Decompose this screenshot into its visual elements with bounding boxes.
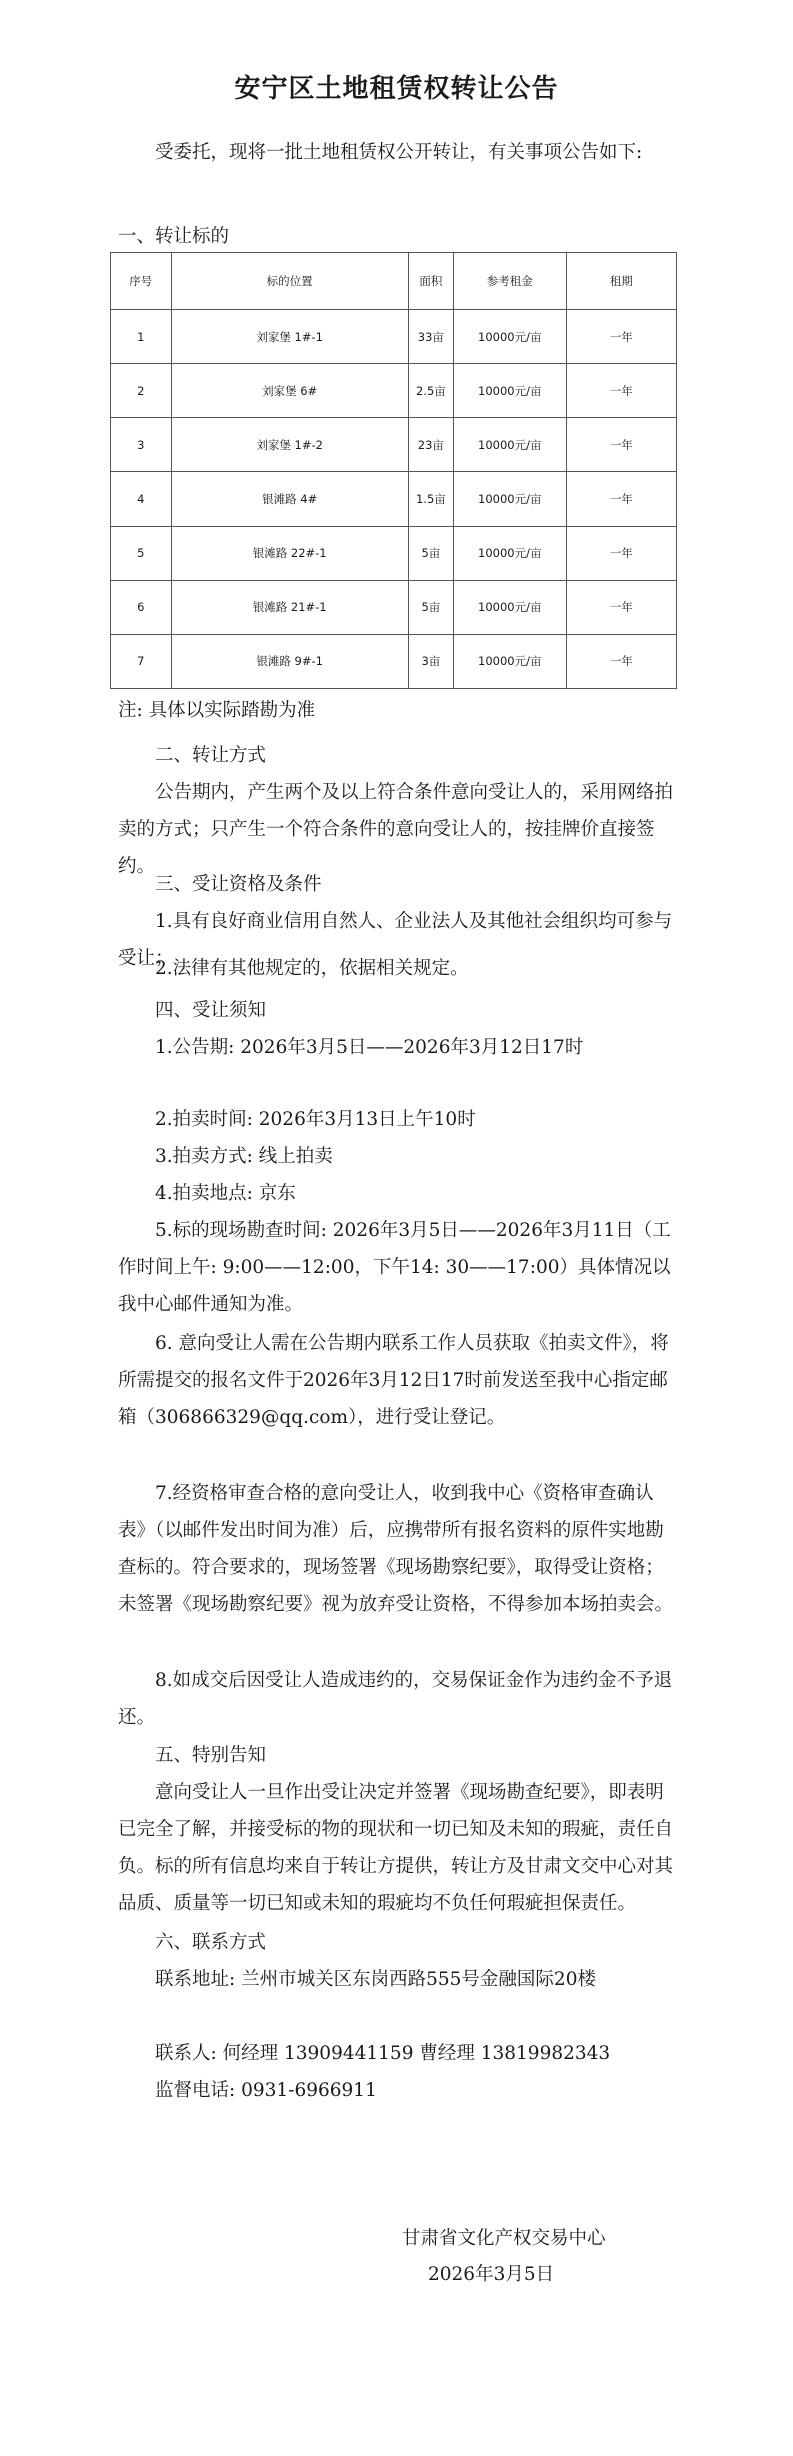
cell-index: 2: [111, 364, 172, 418]
cell-term: 一年: [566, 310, 676, 364]
section3-item: 2.法律有其他规定的，依据相关规定。: [155, 958, 469, 979]
section3-heading: 三、受让资格及条件: [155, 874, 322, 895]
section1-heading: 一、转让标的: [118, 226, 230, 247]
table-header-row: [111, 253, 677, 310]
section4-item: 7.经资格审查合格的意向受让人，收到我中心《资格审查确认表》（以邮件发出时间为准）后，应携带所有报名资料的原件实地勘查标的。符合要求的，现场签署《现场勘察纪要》，取得受让资格；未签署《现场勘察纪要》视为放弃受让资格，不得参加本场拍卖会。: [118, 1483, 674, 1615]
cell-location: 银滩路 9#-1: [171, 634, 408, 688]
cell-area: 3亩: [408, 634, 453, 688]
cell-rent: 10000元/亩: [453, 580, 566, 634]
table-row: [111, 364, 677, 418]
section4-item: 4.拍卖地点: 京东: [155, 1183, 296, 1204]
listing-table: [110, 252, 677, 689]
cell-rent: 10000元/亩: [453, 418, 566, 472]
cell-location: 刘家堡 1#-1: [171, 310, 408, 364]
section4-item: 8.如成交后因受让人造成违约的，交易保证金作为违约金不予退还。: [118, 1670, 673, 1728]
signature-date: 2026年3月5日: [428, 2264, 555, 2285]
table-row: [111, 418, 677, 472]
cell-location: 银滩路 21#-1: [171, 580, 408, 634]
cell-index: 5: [111, 526, 172, 580]
table-row: [111, 310, 677, 364]
cell-term: 一年: [566, 472, 676, 526]
section4-item: 6. 意向受让人需在公告期内联系工作人员获取《拍卖文件》，将所需提交的报名文件于2026年3月12日17时前发送至我中心指定邮箱（306866329@qq.com），进行受让登记。: [118, 1333, 669, 1428]
contact-supervise-phone: 监督电话: 0931-6966911: [155, 2080, 377, 2101]
cell-index: 4: [111, 472, 172, 526]
col-header-term: 租期: [566, 253, 676, 310]
cell-index: 3: [111, 418, 172, 472]
section2-heading: 二、转让方式: [155, 745, 267, 766]
cell-area: 23亩: [408, 418, 453, 472]
cell-location: 刘家堡 1#-2: [171, 418, 408, 472]
section4-item: 5.标的现场勘查时间: 2026年3月5日——2026年3月11日（工作时间上午: 9:00——12:00，下午14: 30——17:00）具体情况以我中心邮件通知为准。: [118, 1220, 671, 1315]
col-header-rent: 参考租金: [453, 253, 566, 310]
cell-location: 银滩路 22#-1: [171, 526, 408, 580]
signature-org: 甘肃省文化产权交易中心: [402, 2228, 606, 2249]
cell-area: 5亩: [408, 526, 453, 580]
contact-people: 联系人: 何经理 13909441159 曹经理 13819982343: [155, 2043, 611, 2064]
cell-term: 一年: [566, 418, 676, 472]
section4-heading: 四、受让须知: [155, 1000, 267, 1021]
section3-item: 1.具有良好商业信用自然人、企业法人及其他社会组织均可参与受让；: [118, 911, 673, 969]
cell-term: 一年: [566, 634, 676, 688]
cell-area: 2.5亩: [408, 364, 453, 418]
section4-item: 3.拍卖方式: 线上拍卖: [155, 1146, 333, 1167]
col-header-index: 序号: [111, 253, 172, 310]
section2-text: 公告期内，产生两个及以上符合条件意向受让人的，采用网络拍卖的方式；只产生一个符合条件的意向受让人的，按挂牌价直接签约。: [118, 782, 674, 877]
cell-area: 5亩: [408, 580, 453, 634]
cell-rent: 10000元/亩: [453, 634, 566, 688]
cell-rent: 10000元/亩: [453, 364, 566, 418]
cell-rent: 10000元/亩: [453, 310, 566, 364]
intro-paragraph: 受委托，现将一批土地租赁权公开转让，有关事项公告如下:: [155, 142, 643, 163]
table-row: [111, 472, 677, 526]
cell-term: 一年: [566, 580, 676, 634]
cell-index: 6: [111, 580, 172, 634]
section6-heading: 六、联系方式: [155, 1932, 267, 1953]
table-note: 注: 具体以实际踏勘为准: [118, 700, 316, 721]
cell-area: 33亩: [408, 310, 453, 364]
cell-location: 刘家堡 6#: [171, 364, 408, 418]
section4-item: 2.拍卖时间: 2026年3月13日上午10时: [155, 1109, 476, 1130]
cell-index: 1: [111, 310, 172, 364]
cell-index: 7: [111, 634, 172, 688]
cell-area: 1.5亩: [408, 472, 453, 526]
cell-term: 一年: [566, 526, 676, 580]
cell-location: 银滩路 4#: [171, 472, 408, 526]
table-row: [111, 580, 677, 634]
page-title: 安宁区土地租赁权转让公告: [234, 74, 559, 104]
cell-rent: 10000元/亩: [453, 526, 566, 580]
section5-heading: 五、特别告知: [155, 1745, 267, 1766]
section4-item: 1.公告期: 2026年3月5日——2026年3月12日17时: [155, 1037, 584, 1058]
contact-address: 联系地址: 兰州市城关区东岗西路555号金融国际20楼: [155, 1969, 596, 1990]
col-header-location: 标的位置: [171, 253, 408, 310]
table-row: [111, 526, 677, 580]
cell-term: 一年: [566, 364, 676, 418]
col-header-area: 面积: [408, 253, 453, 310]
cell-rent: 10000元/亩: [453, 472, 566, 526]
section5-text: 意向受让人一旦作出受让决定并签署《现场勘查纪要》，即表明已完全了解，并接受标的物的现状和一切已知及未知的瑕疵，责任自负。标的所有信息均来自于转让方提供，转让方及甘肃文交中心对其品质、质量等一切已知或未知的瑕疵均不负任何瑕疵担保责任。: [118, 1782, 674, 1914]
table-row: [111, 634, 677, 688]
